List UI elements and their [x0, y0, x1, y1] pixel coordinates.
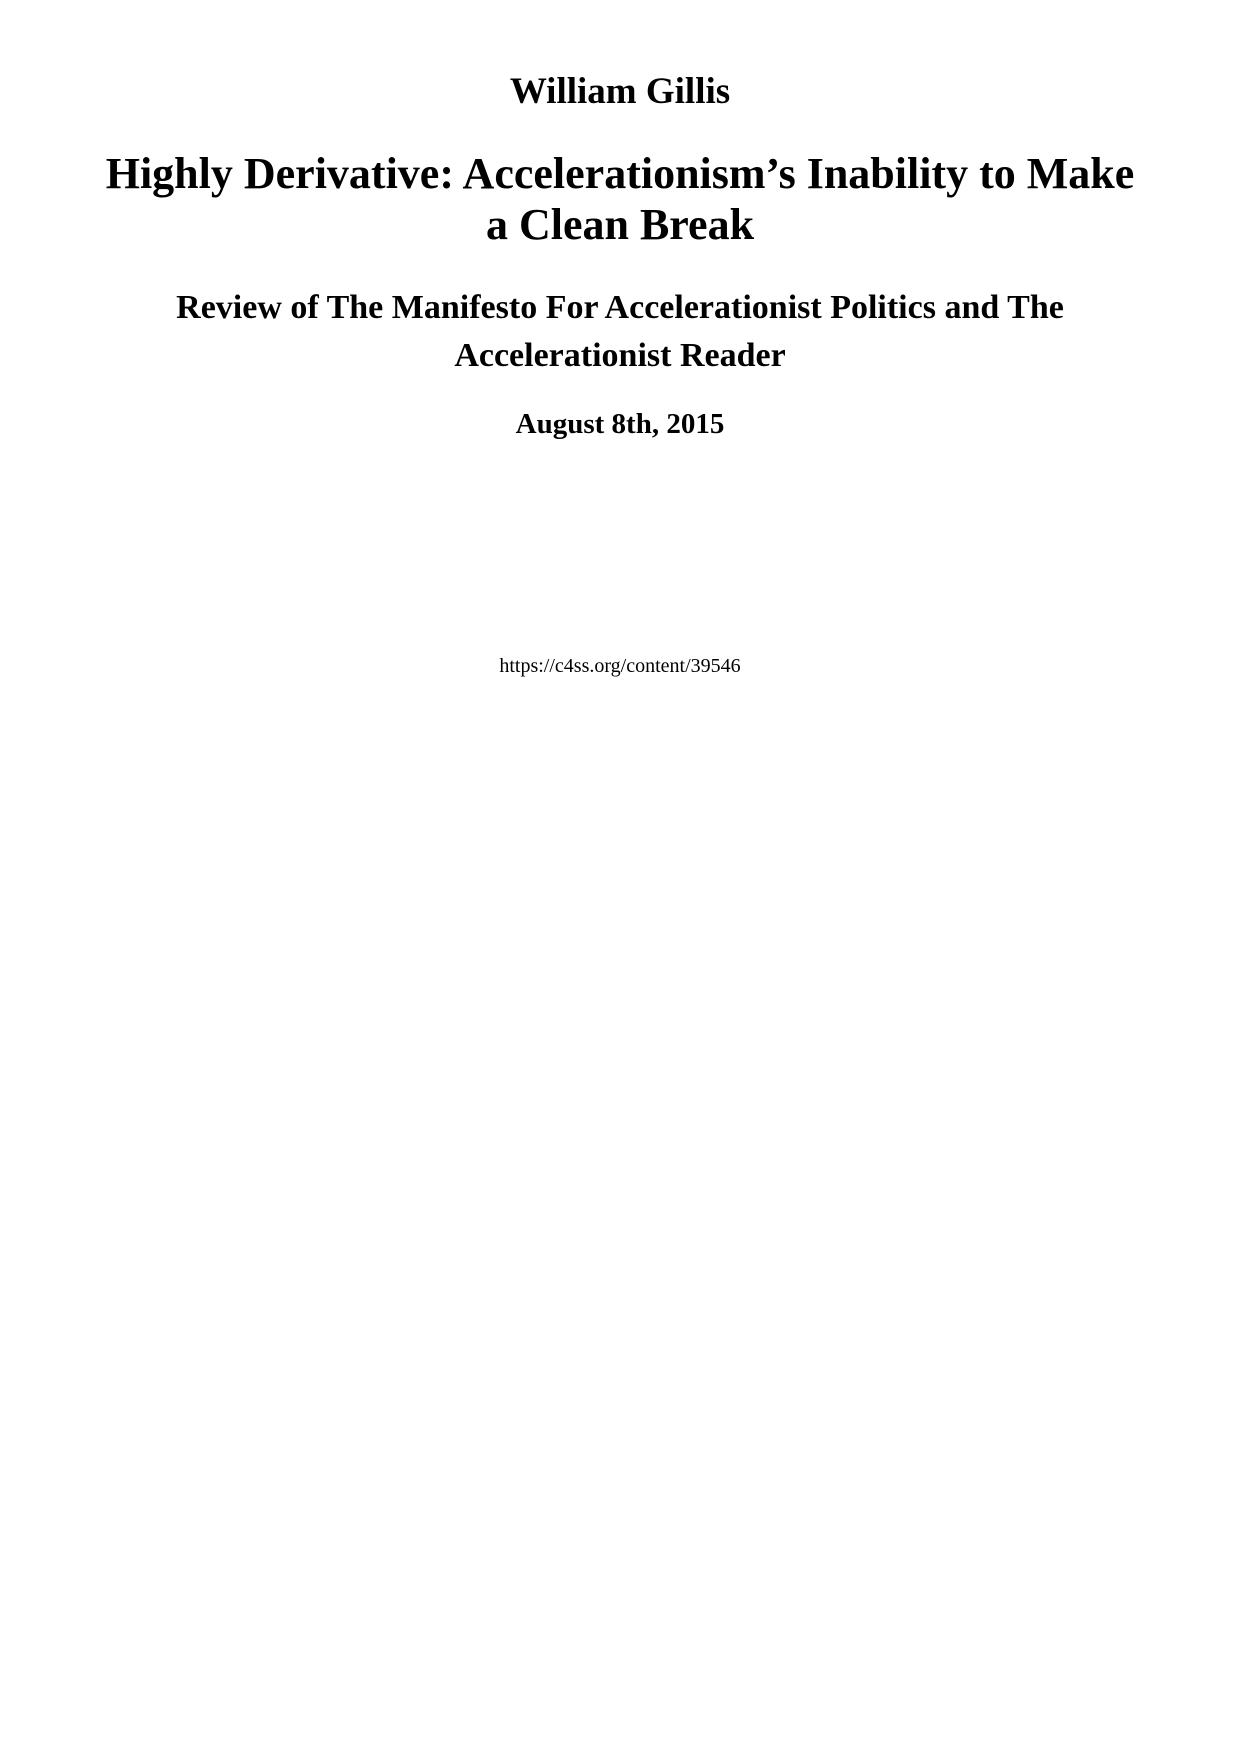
- subtitle: [0, 284, 1240, 379]
- publication-date: August 8th, 2015: [515, 407, 725, 440]
- page-title-line-2: a Clean Break: [485, 200, 755, 250]
- subtitle-line-1: Review of The Manifesto For Accelerationist Politics and The: [176, 289, 1064, 327]
- page-title: [0, 148, 1240, 250]
- source-url: https://c4ss.org/content/39546: [499, 655, 741, 678]
- author-name: William Gillis: [509, 71, 731, 112]
- page-title-line-1: Highly Derivative: Accelerationism’s Inability to Make: [105, 149, 1135, 199]
- subtitle-line-2: Accelerationist Reader: [454, 337, 786, 375]
